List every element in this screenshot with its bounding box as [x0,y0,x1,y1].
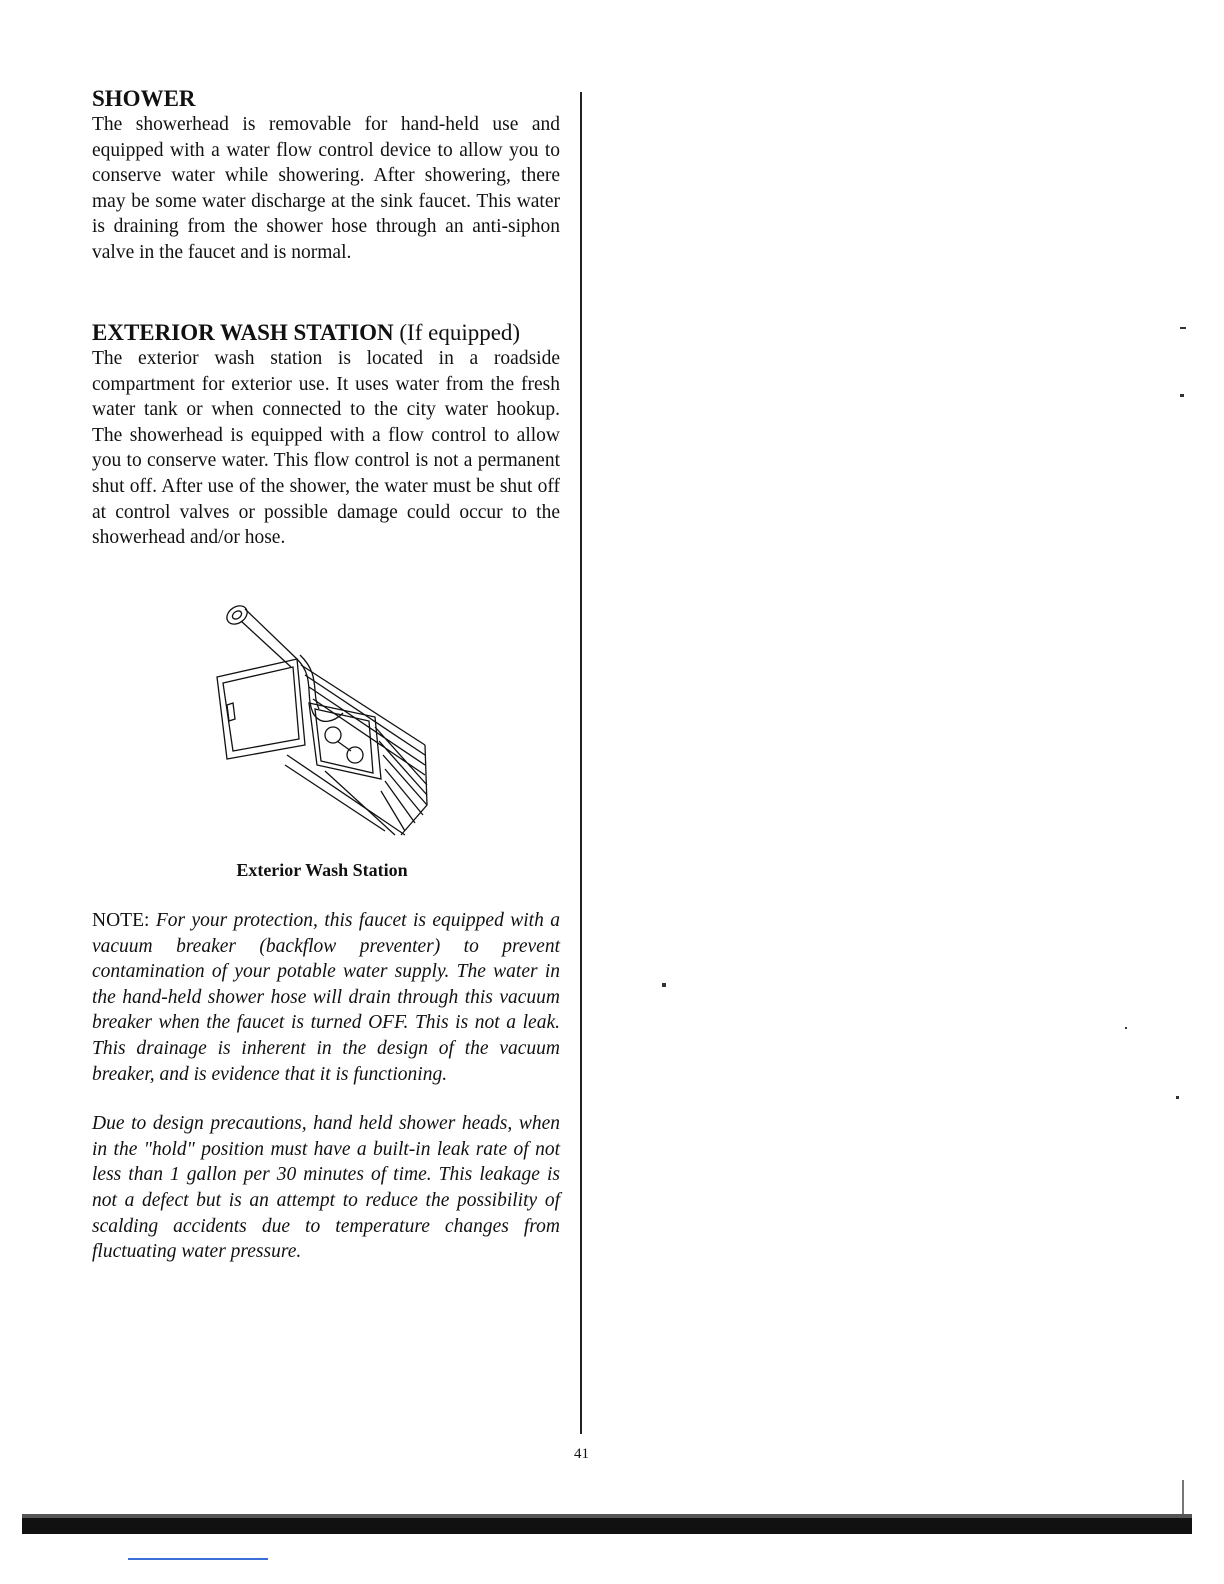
exterior-wash-heading-title: EXTERIOR WASH STATION [92,320,394,345]
shower-heading: SHOWER [92,86,196,111]
exterior-wash-heading [92,320,560,346]
figure-caption: Exterior Wash Station [236,860,408,880]
bottom-blue-line [128,1558,268,1560]
precautions-paragraph [92,1111,560,1265]
column-divider [580,92,582,1434]
page-number: 41 [574,1446,589,1462]
scan-bottom-bar [22,1518,1192,1534]
exterior-wash-section [92,320,560,551]
note-text: For your protection, this faucet is equipped with a vacuum breaker (backflow preventer) to prevent contamination of your potable water supply. The water in the hand-held shower hose will drain through this vacuum breaker when the faucet is turned OFF. This is not a leak. This drainage is inherent in the design of the vacuum breaker, and is evidence that it is functioning. [92,910,560,1085]
scan-speck [1176,1096,1179,1099]
shower-section [92,86,560,266]
note-section [92,908,560,1265]
scan-speck [1180,394,1184,397]
exterior-wash-station-illustration [205,595,435,840]
scan-speck [662,983,666,987]
exterior-wash-heading-suffix: (If equipped) [399,320,521,345]
scan-speck [1182,1480,1184,1516]
precautions-text: Due to design precautions, hand held shower heads, when in the "hold" position must have a built-in leak rate of not less than 1 gallon per 30 minutes of time. This leakage is not a defect but is an attempt to reduce the possibility of scalding accidents due to temperature changes from fluctuating water pressure. [92,1113,560,1263]
scan-speck [1125,1027,1127,1029]
note-paragraph [92,908,560,1087]
shower-body: The showerhead is removable for hand-held use and equipped with a water flow control device to allow you to conserve water while showering. After showering, there may be some water discharge at the sink faucet. This water is draining from the shower hose through an anti-siphon valve in the faucet and is normal. [92,114,560,263]
scan-speck [1180,327,1186,329]
exterior-wash-body: The exterior wash station is located in a roadside compartment for exterior use. It uses water from the fresh water tank or when connected to the city water hookup. The showerhead is equipped with a flow control to allow you to conserve water. This flow control is not a permanent shut off. After use of the shower, the water must be shut off at control valves or possible damage could occur to the showerhead and/or hose. [92,348,560,549]
note-label: NOTE: [92,910,150,931]
